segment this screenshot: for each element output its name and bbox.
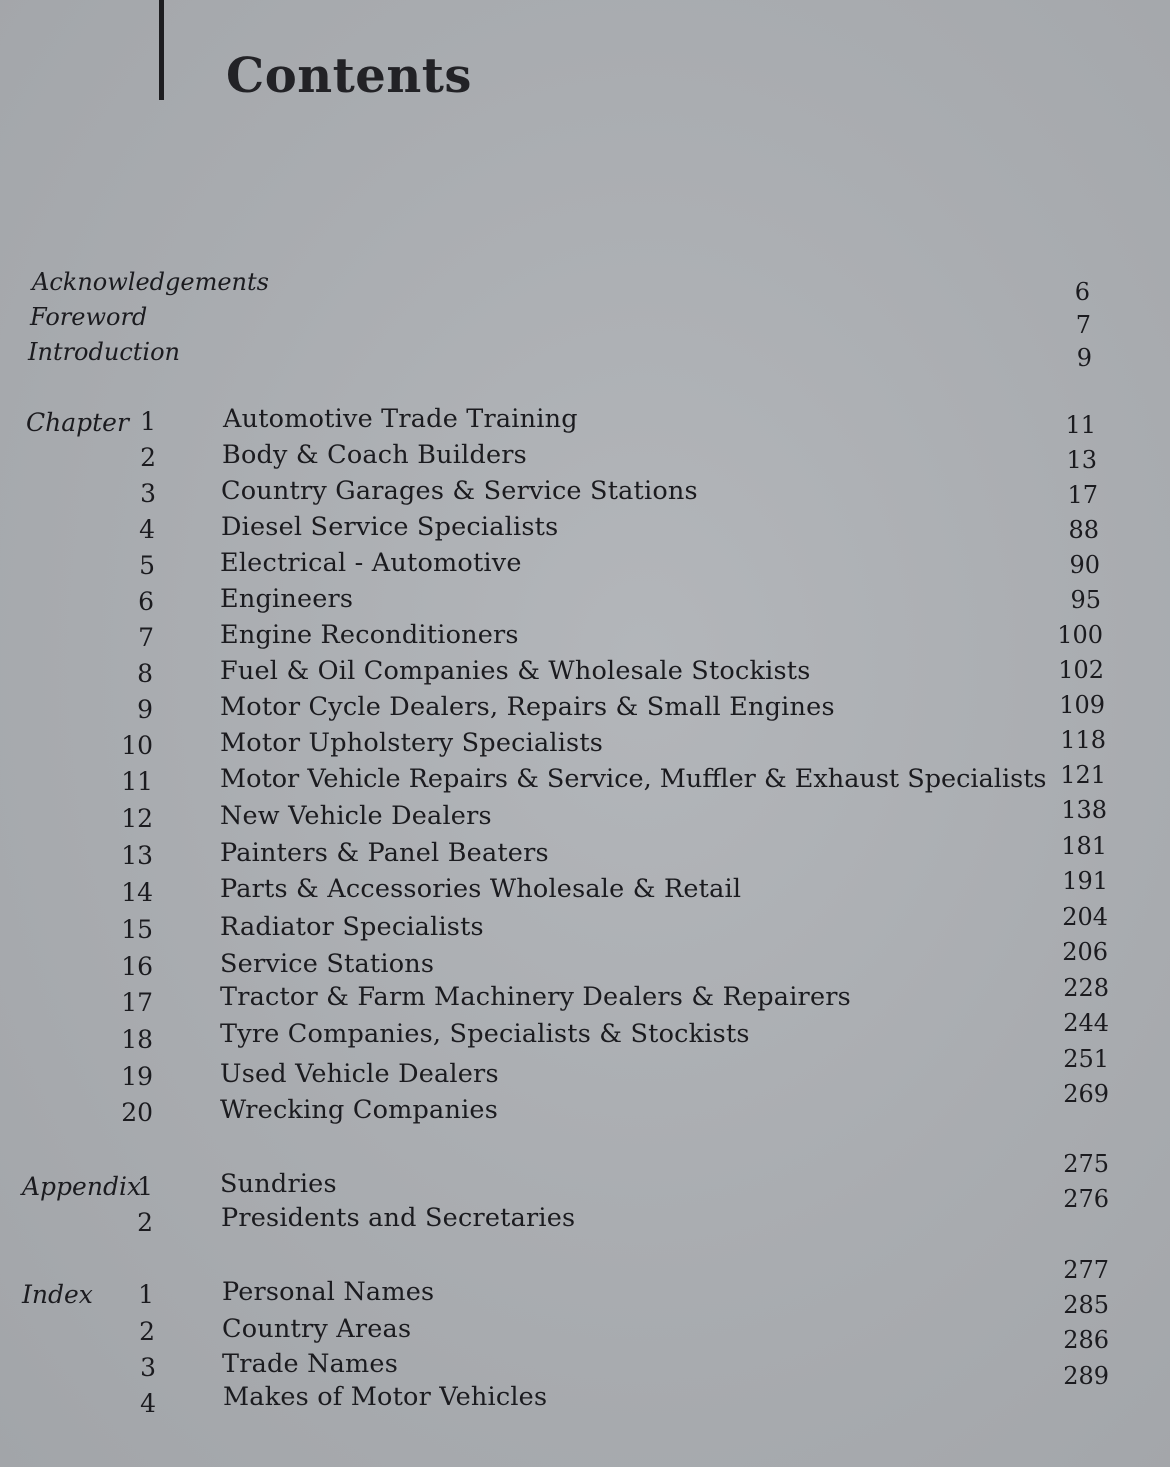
chapter-number: 15 <box>121 915 153 944</box>
chapter-page: 102 <box>1058 656 1104 684</box>
appendix-number: 2 <box>137 1208 153 1237</box>
chapter-title: Diesel Service Specialists <box>221 512 559 542</box>
chapter-page: 181 <box>1061 832 1107 860</box>
chapter-page: 100 <box>1057 621 1103 649</box>
index-number: 2 <box>139 1317 155 1346</box>
chapter-number: 11 <box>121 767 153 796</box>
chapter-title: Used Vehicle Dealers <box>220 1059 499 1089</box>
chapter-title: Radiator Specialists <box>220 912 484 942</box>
index-title: Country Areas <box>222 1314 412 1344</box>
chapter-number: 13 <box>121 841 153 870</box>
appendix-page: 275 <box>1063 1150 1109 1178</box>
chapter-number: 9 <box>137 695 153 724</box>
chapter-number: 3 <box>140 479 156 508</box>
chapter-title: New Vehicle Dealers <box>220 801 492 831</box>
chapter-title: Tyre Companies, Specialists & Stockists <box>220 1019 750 1049</box>
front-matter-page: 9 <box>1076 344 1092 372</box>
index-title: Personal Names <box>222 1277 435 1307</box>
appendix-title: Sundries <box>220 1169 337 1199</box>
chapter-page: 17 <box>1067 481 1098 509</box>
chapter-page: 269 <box>1063 1080 1109 1108</box>
chapter-title: Automotive Trade Training <box>223 404 578 434</box>
index-page: 286 <box>1063 1326 1109 1354</box>
chapter-group-label: Chapter <box>26 408 129 437</box>
index-number: 1 <box>138 1280 154 1309</box>
chapter-title: Service Stations <box>220 949 435 979</box>
chapter-title: Electrical - Automotive <box>220 548 522 578</box>
front-matter-label: Foreword <box>30 303 148 331</box>
chapter-number: 10 <box>121 731 153 760</box>
chapter-page: 121 <box>1060 761 1106 789</box>
chapter-page: 191 <box>1062 867 1108 895</box>
index-page: 289 <box>1063 1362 1109 1390</box>
chapter-number: 7 <box>138 623 154 652</box>
chapter-page: 95 <box>1070 586 1101 614</box>
chapter-page: 204 <box>1062 903 1108 931</box>
appendix-number: 1 <box>137 1172 153 1201</box>
chapter-number: 19 <box>121 1062 153 1091</box>
chapter-page: 118 <box>1060 726 1106 754</box>
chapter-page: 244 <box>1063 1009 1109 1037</box>
chapter-page: 13 <box>1066 446 1097 474</box>
index-group-label: Index <box>22 1280 93 1309</box>
index-number: 3 <box>140 1353 156 1382</box>
chapter-number: 5 <box>139 551 155 580</box>
chapter-number: 14 <box>121 878 153 907</box>
chapter-number: 20 <box>121 1098 153 1127</box>
appendix-page: 276 <box>1063 1185 1109 1213</box>
chapter-page: 228 <box>1063 974 1109 1002</box>
chapter-number: 8 <box>137 659 153 688</box>
appendix-title: Presidents and Secretaries <box>221 1203 576 1233</box>
chapter-page: 11 <box>1065 411 1096 439</box>
chapter-number: 4 <box>139 515 155 544</box>
chapter-page: 88 <box>1068 516 1099 544</box>
chapter-number: 6 <box>138 587 154 616</box>
front-matter-page: 6 <box>1074 278 1090 306</box>
chapter-number: 2 <box>140 443 156 472</box>
chapter-title: Motor Vehicle Repairs & Service, Muffler & Exhaust Specialists <box>220 764 1047 794</box>
index-number: 4 <box>140 1389 156 1418</box>
chapter-page: 90 <box>1069 551 1100 579</box>
page-title: Contents <box>226 48 472 104</box>
chapter-title: Painters & Panel Beaters <box>220 838 549 868</box>
chapter-page: 251 <box>1063 1045 1109 1073</box>
chapter-title: Engine Reconditioners <box>220 620 519 650</box>
front-matter-label: Acknowledgements <box>32 268 269 296</box>
front-matter-label: Introduction <box>28 338 180 366</box>
index-page: 285 <box>1063 1291 1109 1319</box>
chapter-title: Body & Coach Builders <box>222 440 527 470</box>
chapter-page: 138 <box>1061 796 1107 824</box>
margin-rule <box>159 0 164 100</box>
chapter-title: Parts & Accessories Wholesale & Retail <box>220 874 742 904</box>
chapter-page: 109 <box>1059 691 1105 719</box>
appendix-group-label: Appendix <box>22 1172 142 1201</box>
chapter-title: Engineers <box>220 584 354 614</box>
index-page: 277 <box>1063 1256 1109 1284</box>
index-title: Makes of Motor Vehicles <box>223 1382 548 1412</box>
chapter-number: 17 <box>121 988 153 1017</box>
chapter-number: 12 <box>121 804 153 833</box>
chapter-number: 16 <box>121 952 153 981</box>
chapter-number: 18 <box>121 1025 153 1054</box>
chapter-title: Motor Upholstery Specialists <box>220 728 604 758</box>
index-title: Trade Names <box>222 1349 398 1379</box>
front-matter-page: 7 <box>1075 311 1091 339</box>
chapter-title: Country Garages & Service Stations <box>221 476 698 506</box>
chapter-title: Tractor & Farm Machinery Dealers & Repairers <box>220 982 851 1012</box>
chapter-title: Fuel & Oil Companies & Wholesale Stockists <box>220 656 811 686</box>
chapter-title: Wrecking Companies <box>220 1095 499 1125</box>
chapter-page: 206 <box>1062 938 1108 966</box>
chapter-title: Motor Cycle Dealers, Repairs & Small Engines <box>220 692 835 722</box>
chapter-number: 1 <box>140 407 156 436</box>
